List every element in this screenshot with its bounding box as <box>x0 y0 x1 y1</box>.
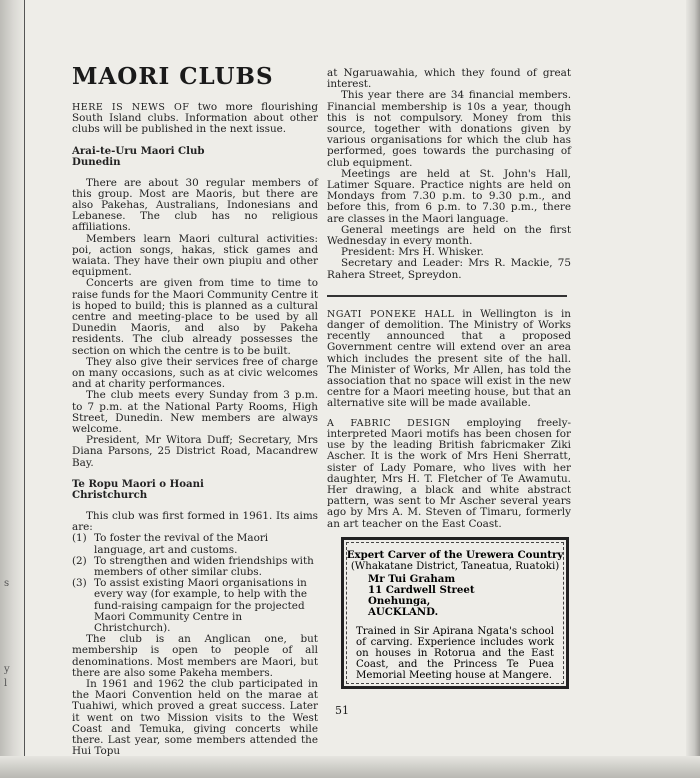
aim-item <box>72 556 318 578</box>
aim-text: To assist existing Maori organisations in every way (for example, to help with the fund-raising campaign for the projected Maori Community Centre in Christchurch). <box>94 577 308 634</box>
page-number: 51 <box>335 704 349 717</box>
club1-paragraph: Members learn Maori cultural activities: poi, action songs, hakas, stick games and waiata. They have their own piupiu and other equipment. <box>72 232 318 279</box>
carver-advertisement <box>341 537 569 689</box>
gutter-mark: y <box>4 664 10 675</box>
gutter-mark: s <box>4 578 10 589</box>
page-bottom-edge <box>0 756 700 778</box>
advert-address-line: 11 Cardwell Street <box>368 584 475 596</box>
advert-description: Trained in Sir Apirana Ngata's school of carving. Experience includes work on houses in Rotorua and the East Coast, and the Princess Te Puea Memorial Meeting house at Mangere. <box>356 626 554 681</box>
club2-paragraph: President: Mrs H. Whisker. <box>341 246 484 259</box>
advert-address-line: Mr Tui Graham <box>368 573 456 585</box>
aim-item <box>72 578 318 634</box>
club1-paragraph: There are about 30 regular members of this group. Most are Maoris, but there are also Pakehas, Australians, Indonesians and Lebanese. The club has no religious affiliations. <box>72 176 318 234</box>
intro-text: two more flourishing South Island clubs. Information about other clubs will be published in the next issue. <box>72 101 319 136</box>
advert-address-line: Onehunga, <box>368 595 431 607</box>
club2-paragraph: Meetings are held at St. John's Hall, Latimer Square. Practice nights are held on Mondays from 7.30 p.m. to 9.30 p.m., and before this, from 6 p.m. to 7.30 p.m., there are classes in the Maori language. <box>327 167 571 225</box>
article-title: MAORI CLUBS <box>72 63 274 90</box>
section-divider <box>327 295 567 297</box>
club2-paragraph: The club is an Anglican one, but membership is open to people of all denominations. Most members are Maori, but there are also some Pakeha members. <box>72 633 318 679</box>
news-item <box>327 418 571 530</box>
aim-text: To foster the revival of the Maori language, art and customs. <box>94 532 269 556</box>
news-lead: NGATI PONEKE HALL <box>327 308 455 320</box>
advert-address-line: AUCKLAND. <box>368 606 439 618</box>
aim-number: (3) <box>72 577 87 590</box>
left-column <box>72 64 318 757</box>
club1-name: Arai-te-Uru Maori Club <box>72 144 205 157</box>
club2-paragraph: In 1961 and 1962 the club participated in the Maori Convention held on the marae at Tuahiwi, which proved a great success. Later it went on two Mission visits to the West Coast and Temuka, giving concerts while there. Last year, some members attended the Hui Topu <box>72 677 318 758</box>
club2-name: Te Ropu Maori o Hoani <box>72 477 204 490</box>
advert-location: (Whakatane District, Taneatua, Ruatoki) <box>350 561 560 572</box>
page-edge <box>686 0 700 778</box>
club2-paragraph: General meetings are held on the first Wednesday in every month. <box>327 223 571 248</box>
club1-heading <box>72 146 318 168</box>
aim-number: (1) <box>72 532 87 545</box>
aim-number: (2) <box>72 554 87 567</box>
club2-continuation: at Ngaruawahia, which they found of great interest. <box>327 67 571 91</box>
aim-text: To strengthen and widen friendships with members of other similar clubs. <box>94 554 314 578</box>
club1-city: Dunedin <box>72 155 121 168</box>
news-lead: A FABRIC DESIGN <box>327 417 451 429</box>
club1-paragraph: Concerts are given from time to time to raise funds for the Maori Community Centre it is hoped to build; this is planned as a cultural centre and meeting-place to be used by all Dunedin Maoris, and also by Pakeha residents. The club already possesses the section on which the centre is to be built. <box>72 277 319 357</box>
aims-list <box>72 533 318 634</box>
news-text: in Wellington is in danger of demolition. The Ministry of Works recently announced that a proposed Government centre will extend over an area which includes the present site of the hall. The Minister of Works, Mr Allen, has told the association that no space will exist in the new centre for a Maori meeting house, but that an alternative site will be made available. <box>327 307 572 410</box>
club2-heading <box>72 479 318 501</box>
club1-paragraph: President, Mr Witora Duff; Secretary, Mrs Diana Parsons, 25 District Road, Macandrew Bay. <box>72 434 318 469</box>
intro-lead: HERE IS NEWS OF <box>72 102 190 113</box>
intro-paragraph <box>72 102 318 136</box>
gutter-mark: l <box>4 678 8 689</box>
news-text: employing freely-interpreted Maori motifs has been chosen for use by the leading British fabricmaker Ziki Ascher. It is the work of Mrs Heni Sherratt, sister of Lady Pomare, who lives with her daughter, Mrs H. T. Fletcher of Te Awamutu. Her drawing, a black and white abstract pattern, was sent to Mr Ascher several years ago by Mrs A. M. Steven of Timaru, formerly an art teacher on the East Coast. <box>327 416 571 530</box>
news-item <box>327 309 571 410</box>
binding-gutter <box>0 0 25 778</box>
aims-intro: This club was first formed in 1961. Its aims are: <box>72 509 318 534</box>
advert-title: Expert Carver of the Urewera Country <box>346 549 564 561</box>
aim-item <box>72 533 318 555</box>
club2-paragraph: This year there are 34 financial members. Financial membership is 10s a year, though this is not compulsory. Money from this source, together with donations given by various organisations for which the club has performed, goes towards the purchasing of club equipment. <box>327 89 571 169</box>
club1-paragraph: The club meets every Sunday from 3 p.m. to 7 p.m. at the National Party Rooms, High Street, Dunedin. New members are always welcome. <box>72 389 318 436</box>
right-column <box>327 68 571 530</box>
club2-paragraph: Secretary and Leader: Mrs R. Mackie, 75 Rahera Street, Spreydon. <box>327 257 571 281</box>
club1-paragraph: They also give their services free of charge on many occasions, such as at civic welcomes and at charity performances. <box>72 355 318 391</box>
club2-city: Christchurch <box>72 488 148 501</box>
